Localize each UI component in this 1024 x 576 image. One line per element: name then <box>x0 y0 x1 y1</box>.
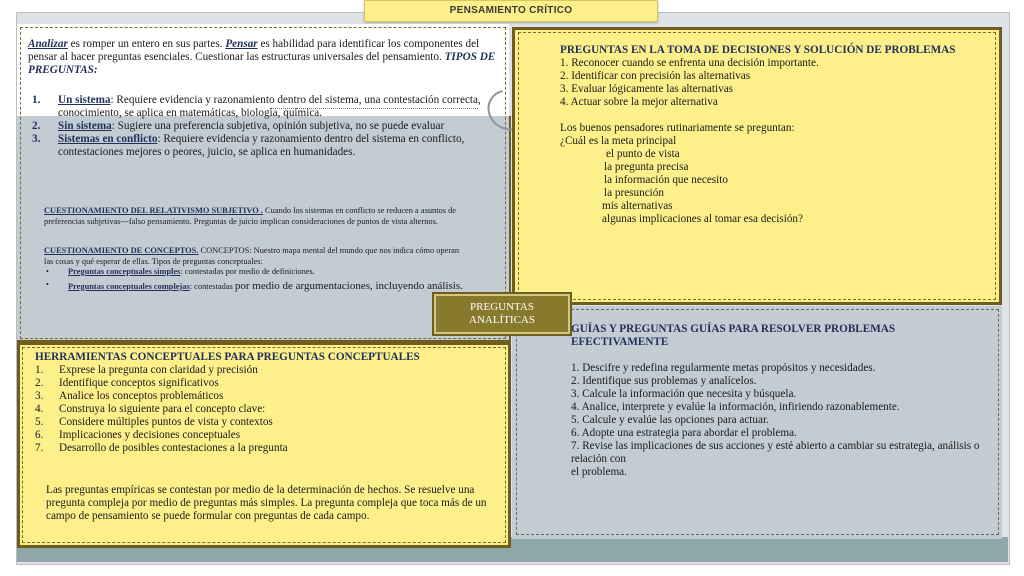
relativismo-paragraph: CUESTIONAMIENTO DEL RELATIVISMO SUBJETIVO . Cuando los sistemas en conflicto se reducen a asuntos de preferencias subjetivas---falso pensamiento. Preguntas de juicio implican consideraciones de puntos de vista alternos. <box>44 206 456 226</box>
guide-step: 4. Analice, interprete y evalúe la información, infiriendo razonablemente. <box>571 401 900 413</box>
thinkers-item: la pregunta precisa <box>604 161 689 173</box>
term-pensar: Pensar <box>225 38 258 50</box>
relativismo-heading: CUESTIONAMIENTO DEL RELATIVISMO SUBJETIVO . <box>44 206 263 215</box>
guide-step: 1. Descifre y redefina regularmente metas propósitos y necesidades. <box>571 362 876 374</box>
guides-steps <box>571 362 999 479</box>
center-label-box <box>434 294 570 334</box>
conceptos-heading: CUESTIONAMIENTO DE CONCEPTOS. <box>44 246 199 255</box>
list-item: • Preguntas conceptuales complejas: contestadas por medio de argumentaciones, incluyendo análisis. <box>46 279 463 292</box>
thinkers-lead: Los buenos pensadores rutinariamente se preguntan: <box>560 122 795 134</box>
list-item: 1. Un sistema: Requiere evidencia y razonamiento dentro del sistema, una contestación correcta, conocimiento, se aplica en matemáticas, biología, química. <box>32 94 481 119</box>
tools-heading: HERRAMIENTAS CONCEPTUALES PARA PREGUNTAS CONCEPTUALES <box>35 351 420 363</box>
conceptos-bullets <box>44 267 484 292</box>
decision-step: 2. Identificar con precisión las alternativas <box>560 70 751 82</box>
center-label-line: PREGUNTAS <box>470 301 534 313</box>
thinkers-item: la información que necesito <box>604 174 728 186</box>
list-item: 7. Desarrollo de posibles contestaciones a la pregunta <box>35 442 288 454</box>
list-item: 6. Implicaciones y decisiones conceptuales <box>35 429 241 441</box>
guide-step: 6. Adopte una estrategia para abordar el problema. <box>571 427 797 439</box>
intro-paragraph <box>28 38 500 77</box>
thinkers-question: ¿Cuál es la meta principal <box>560 135 677 147</box>
list-item: 2. Sin sistema: Sugiere una preferencia subjetiva, opinión subjetiva, no se puede evaluar <box>32 120 445 132</box>
guide-step: 5. Calcule y evalúe las opciones para actuar. <box>571 414 769 426</box>
thinkers-item: mis alternativas <box>602 200 673 212</box>
center-label-line: ANALÍTICAS <box>469 314 535 326</box>
thinkers-item: algunas implicaciones al tomar esa decisión? <box>602 213 803 225</box>
systems-list <box>28 94 494 159</box>
tools-list <box>35 364 495 455</box>
tools-section <box>35 351 495 455</box>
term-analizar: Analizar <box>28 38 68 50</box>
system-term: Un sistema <box>58 94 111 106</box>
decisions-heading: PREGUNTAS EN LA TOMA DE DECISIONES Y SOLUCIÓN DE PROBLEMAS <box>560 44 956 56</box>
system-term: Sin sistema <box>58 120 112 132</box>
list-item: 1. Exprese la pregunta con claridad y precisión <box>35 364 258 376</box>
system-term: Sistemas en conflicto <box>58 133 158 145</box>
intro-text-2: es habilidad para identificar los componentes del pensar al hacer preguntas esenciales. Cuestionar las estructuras universales del pensamiento. <box>28 38 480 63</box>
empirical-paragraph: Las preguntas empíricas se contestan por medio de la determinación de hechos. Se resuelve una pregunta compleja por medio de preguntas más simples. La pregunta compleja que toca más de un campo de pensamiento se puede formular con preguntas de cada campo. <box>46 484 487 522</box>
decisions-section <box>560 44 990 226</box>
decision-step: 4. Actuar sobre la mejor alternativa <box>560 96 718 108</box>
tipos-heading: TIPOS DE PREGUNTAS: <box>28 51 496 76</box>
guide-step: 3. Calcule la información que necesita y búsquela. <box>571 388 797 400</box>
thinkers-item: la presunción <box>604 187 664 199</box>
page-title: PENSAMIENTO CRÍTICO <box>364 0 658 22</box>
guide-step: 7. Revise las implicaciones de sus acciones y esté abierto a cambiar su estrategia, análisis o relación con <box>571 440 980 465</box>
list-item: 3. Sistemas en conflicto: Requiere evidencia y razonamiento dentro del sistema en conflicto, contestaciones mejores o peores, juicio, se aplica en humanidades. <box>32 133 465 158</box>
list-item: • Preguntas conceptuales simples: contestadas por medio de definiciones. <box>46 267 315 276</box>
list-item: 2. Identifique conceptos significativos <box>35 377 219 389</box>
guide-step: 2. Identifique sus problemas y analícelos. <box>571 375 757 387</box>
thinkers-item: el punto de vista <box>606 148 680 160</box>
decision-step: 1. Reconocer cuando se enfrenta una decisión importante. <box>560 57 819 69</box>
decision-step: 3. Evaluar lógicamente las alternativas <box>560 83 734 95</box>
conceptos-paragraph: CUESTIONAMIENTO DE CONCEPTOS. CONCEPTOS: Nuestro mapa mental del mundo que nos indica cómo operan las cosas y qué esperar de ellas. Tipos de preguntas conceptuales: <box>44 246 460 266</box>
list-item: 5. Considere múltiples puntos de vista y contextos <box>35 416 273 428</box>
list-item: 3. Analice los conceptos problemáticos <box>35 390 224 402</box>
guide-step: el problema. <box>571 466 627 478</box>
intro-text-1: es romper un entero en sus partes. <box>67 38 226 50</box>
list-item: 4. Construya lo siguiente para el concepto clave: <box>35 403 266 415</box>
guides-heading: GUÍAS Y PREGUNTAS GUÍAS PARA RESOLVER PROBLEMAS EFECTIVAMENTE <box>571 323 896 348</box>
